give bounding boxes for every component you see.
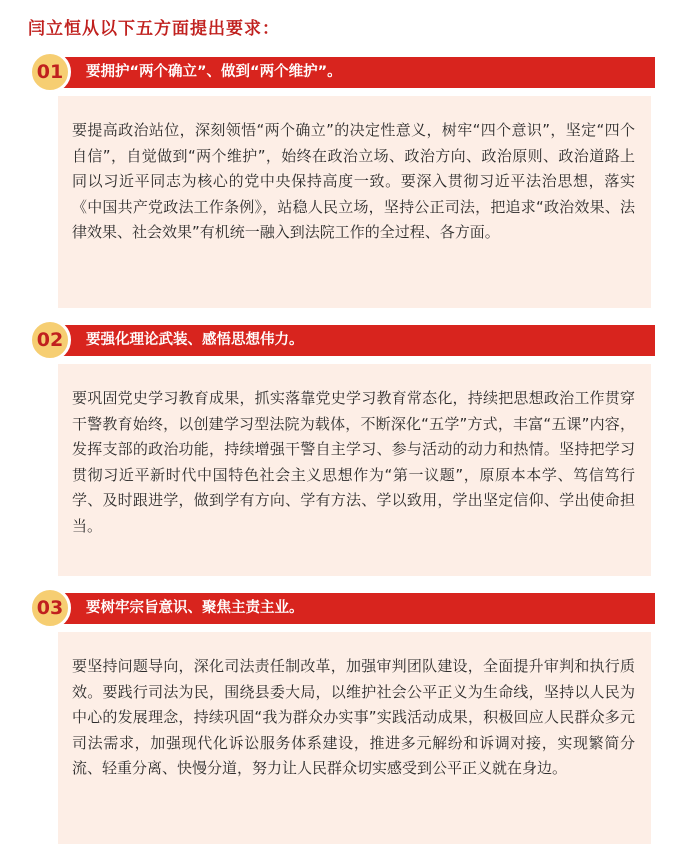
section-3-title-bar [54,593,655,624]
section-3-body: 要坚持问题导向，深化司法责任制改革，加强审判团队建设，全面提升审判和执行质效。要践行司法为民，围绕县委大局，以维护社会公平正义为生命线，坚持以人民为中心的发展理念，持续巩固“我为群众办实事”实践活动成果，积极回应人民群众多元司法需求，加强现代化诉讼服务体系建设，推进多元解纷和诉调对接，实现繁简分流、轻重分离、快慢分道，努力让人民群众切实感受到公平正义就在身边。 [72,657,635,777]
intro-heading: 闫立恒从以下五方面提出要求： [28,19,280,39]
section-1-number-badge: 01 [29,51,71,93]
section-1-body: 要提高政治站位，深刻领悟“两个确立”的决定性意义，树牢“四个意识”，坚定“四个自信”，自觉做到“两个维护”，始终在政治立场、政治方向、政治原则、政治道路上同以习近平同志为核心的党中央保持高度一致。要深入贯彻习近平法治思想，落实《中国共产党政法工作条例》，站稳人民立场，坚持公正司法，把追求“政治效果、法律效果、社会效果”有机统一融入到法院工作的全过程、各方面。 [72,121,635,241]
section-1-title: 要拥护“两个确立”、做到“两个维护”。 [86,64,342,80]
section-2-card [58,364,651,576]
section-2-title-bar [54,325,655,356]
section-3-number-badge: 03 [29,587,71,629]
section-2-title: 要强化理论武装、感悟思想伟力。 [86,332,304,348]
section-2-number-badge: 02 [29,319,71,361]
section-3-card [58,632,651,844]
section-1-card [58,96,651,308]
section-2-body: 要巩固党史学习教育成果，抓实落靠党史学习教育常态化，持续把思想政治工作贯穿干警教育始终，以创建学习型法院为载体，不断深化“五学”方式，丰富“五课”内容，发挥支部的政治功能，持续增强干警自主学习、参与活动的动力和热情。坚持把学习贯彻习近平新时代中国特色社会主义思想作为“第一议题”，原原本本学、笃信笃行学、及时跟进学，做到学有方向、学有方法、学以致用，学出坚定信仰、学出使命担当。 [72,389,635,535]
section-3-title: 要树牢宗旨意识、聚焦主责主业。 [86,600,304,616]
section-1-title-bar [54,57,655,88]
